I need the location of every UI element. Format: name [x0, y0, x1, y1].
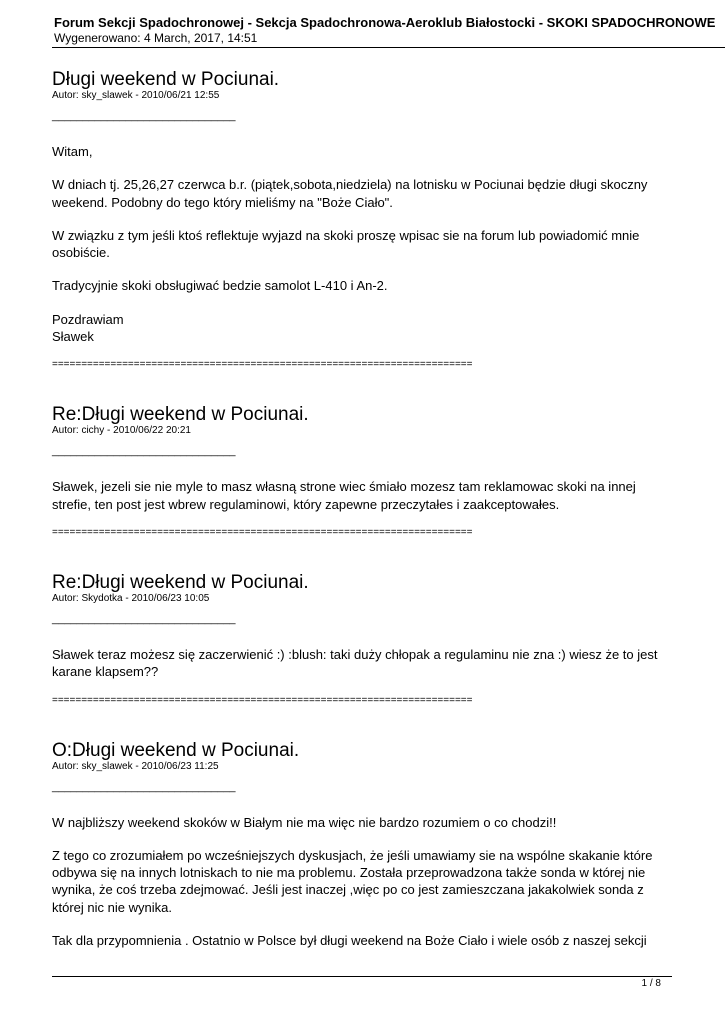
post-title: O:Długi weekend w Pociunai.	[52, 739, 300, 761]
post	[52, 405, 672, 539]
post	[52, 70, 672, 371]
post	[52, 741, 672, 950]
post-paragraph: Sławek teraz możesz się zaczerwienić :) :blush: taki duży chłopak a regulaminu nie zna :) wiesz że to jest karane klapsem??	[52, 646, 658, 680]
post-title: Re:Długi weekend w Pociunai.	[52, 571, 309, 593]
post-meta: Autor: sky_slawek - 2010/06/21 12:55	[52, 90, 220, 101]
post-paragraph: W najbliższy weekend skoków w Białym nie ma więc nie bardzo rozumiem o co chodzi!!	[52, 814, 557, 830]
post-meta: Autor: cichy - 2010/06/22 20:21	[52, 425, 191, 437]
page-number: 1 / 8	[641, 978, 661, 989]
generated-date: Wygenerowano: 4 March, 2017, 14:51	[54, 31, 258, 45]
post-meta: Autor: Skydotka - 2010/06/23 10:05	[52, 592, 210, 604]
short-separator: ______________________________	[52, 780, 236, 793]
footer-divider	[52, 976, 672, 977]
post-paragraph: W związku z tym jeśli ktoś reflektuje wyjazd na skoki proszę wpisac sie na forum lub powiadomić mnie osobiście.	[52, 227, 640, 261]
document-header	[54, 14, 725, 46]
post-title: Długi weekend w Pociunai.	[52, 69, 280, 90]
short-separator: ______________________________	[52, 612, 236, 625]
post-separator: ========================================================================	[52, 526, 473, 538]
short-separator: ______________________________	[52, 445, 236, 458]
short-separator: ______________________________	[52, 110, 236, 122]
post-separator: ========================================================================	[52, 359, 473, 371]
posts-container	[52, 70, 672, 949]
post-separator: ========================================================================	[52, 694, 473, 706]
site-title: Forum Sekcji Spadochronowej - Sekcja Spadochronowa-Aeroklub Białostocki - SKOKI SPADOCHRONOWE	[54, 15, 716, 30]
post-paragraph: Witam,	[52, 144, 93, 159]
post-paragraph: Tak dla przypomnienia . Ostatnio w Polsce był długi weekend na Boże Ciało i wiele osób z naszej sekcji	[52, 933, 647, 949]
post-title: Re:Długi weekend w Pociunai.	[52, 404, 309, 426]
post-paragraph: Sławek, jezeli sie nie myle to masz własną strone wiec śmiało mozesz tam reklamowac skoki na innej strefie, ten post jest wbrew regulaminowi, który zapewne przeczytałes i zaakceptowałes.	[52, 479, 636, 512]
header-divider	[52, 47, 725, 48]
post	[52, 573, 672, 707]
post-paragraph: Z tego co zrozumiałem po wcześniejszych dyskusjach, że jeśli umawiamy sie na wspólne skakanie które odbywa się na innych lotniskach to nie ma problemu. Została przeprowadzona także sonda w której nie wynika, że coś trzeba zdejmować. Jeśli jest inaczej ,więc po co jest zamieszczana jakakolwiek sonda z której nic nie wynika.	[52, 847, 653, 915]
post-paragraph: Tradycyjnie skoki obsługiwać bedzie samolot L-410 i An-2.	[52, 278, 388, 294]
post-meta: Autor: sky_slawek - 2010/06/23 11:25	[52, 760, 219, 772]
post-paragraph: Pozdrawiam Sławek	[52, 311, 124, 345]
post-paragraph: W dniach tj. 25,26,27 czerwca b.r. (piątek,sobota,niedziela) na lotnisku w Pociunai będzie długi skoczny weekend. Podobny do tego który mieliśmy na "Boże Ciało".	[52, 177, 648, 210]
